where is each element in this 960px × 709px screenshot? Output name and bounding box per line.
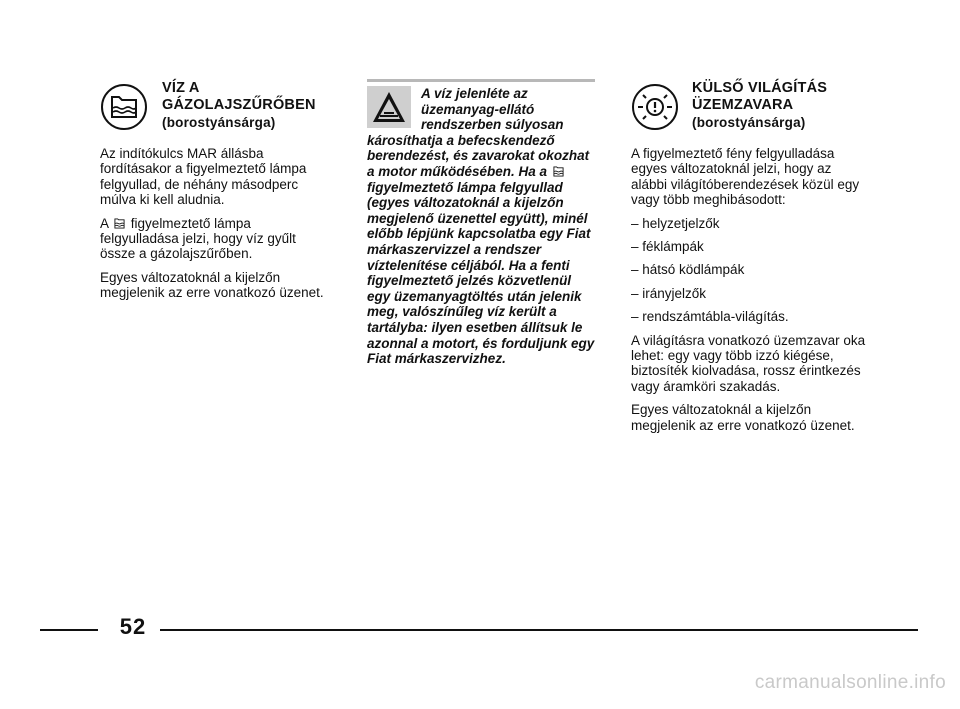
body-lighting: [631, 146, 869, 441]
list-item: – irányjelzők: [631, 285, 707, 301]
paragraph: [100, 216, 328, 262]
list-item: – féklámpák: [631, 239, 704, 255]
list-item: – helyzetjelzők: [631, 215, 720, 231]
paragraph: Az indítókulcs MAR állásba fordításakor a figyelmeztető lámpa felgyullad, de néhány másodperc múlva ki kell aludnia.: [100, 146, 307, 208]
heading-color: (borostyánsárga): [162, 115, 276, 130]
warning-part2: figyelmeztető lámpa felgyullad (egyes változatoknál a kijelzőn megjelenő üzenettel együtt), minél előbb lépjünk kapcsolatba egy Fiat márkaszervizzel a rendszer víztelenítése céljából. Ha a fenti figyelmeztető jelzés közvetlenül egy üzemanyagtöltés után jelenik meg, valószínűleg víz került a tartályba: ilyen esetben állítsuk le azonnal a motort, és forduljunk egy Fiat márkaszervizhez.: [367, 179, 595, 367]
footer-rule-left: [40, 629, 98, 631]
water-in-fuel-filter-icon: [101, 84, 147, 130]
paragraph: Egyes változatoknál a kijelzőn megjelenik az erre vonatkozó üzenet.: [100, 269, 324, 301]
exterior-light-failure-icon: [632, 84, 678, 130]
footer-rule-right: [160, 629, 918, 631]
list-item: – rendszámtábla-világítás.: [631, 309, 789, 325]
warning-text: [367, 86, 595, 367]
paragraph: A figyelmeztető fény felgyulladása egyes változatoknál jelzi, hogy az alábbi világítóberendezések közül egy vagy több meghibásodott:: [631, 146, 860, 208]
heading-line: ÜZEMZAVARA: [692, 97, 794, 113]
warning-part1: A víz jelenléte az üzemanyag-ellátó rendszerben súlyosan károsíthatja a befecskendező berendezést, és zavarokat okozhat a motor működésében. Ha a: [367, 86, 590, 179]
water-in-fuel-filter-icon: [553, 166, 564, 177]
text-fragment: A: [100, 215, 109, 231]
warning-rule: [367, 79, 595, 82]
page-number: 52: [119, 614, 147, 639]
watermark: carmanualsonline.info: [754, 672, 946, 693]
paragraph: A világításra vonatkozó üzemzavar oka lehet: egy vagy több izzó kiégése, biztosíték kiolvadása, rossz érintkezés vagy áramköri szakadás.: [631, 332, 866, 394]
heading-line: GÁZOLAJSZŰRŐBEN: [162, 97, 316, 113]
warning-icon-spacer: [367, 86, 411, 130]
failure-list: [631, 216, 869, 325]
heading-line: VÍZ A: [162, 80, 200, 96]
heading-line: KÜLSŐ VILÁGÍTÁS: [692, 80, 828, 96]
text-fragment: figyelmeztető lámpa felgyulladása jelzi, hogy víz gyűlt össze a gázolajszűrőben.: [100, 215, 296, 262]
section-heading-lighting: [692, 80, 827, 131]
water-in-fuel-filter-icon: [114, 218, 125, 229]
section-heading-water: [162, 80, 316, 131]
heading-color: (borostyánsárga): [692, 115, 806, 130]
list-item: – hátsó ködlámpák: [631, 262, 745, 278]
paragraph: Egyes változatoknál a kijelzőn megjelenik az erre vonatkozó üzenet.: [631, 402, 855, 433]
body-water: [100, 146, 328, 309]
